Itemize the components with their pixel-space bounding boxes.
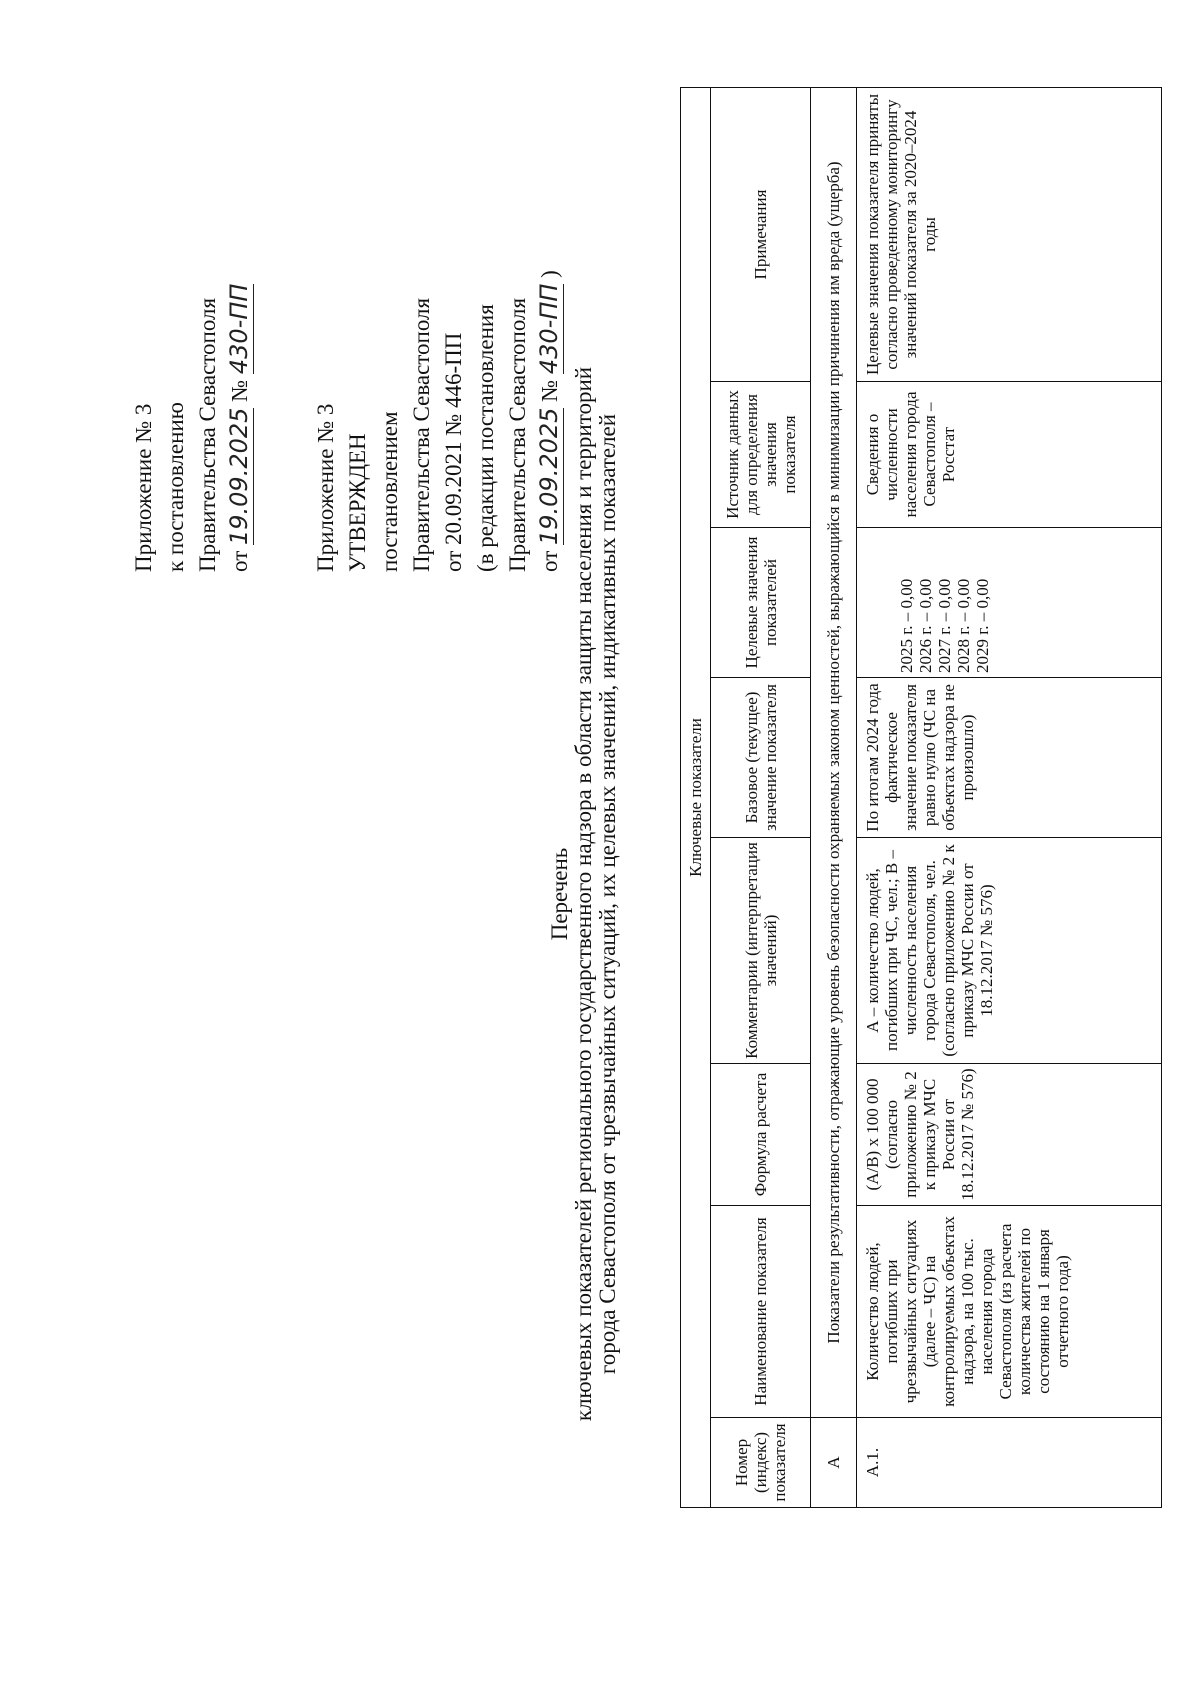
row-targets-cell xyxy=(857,528,1162,678)
close-paren: ) xyxy=(537,270,562,278)
appendix-to-resolution: к постановлению xyxy=(163,402,188,572)
col-header-name: Наименование показателя xyxy=(711,1206,811,1418)
target-value: 2028 г. – 0,00 xyxy=(954,578,973,673)
ot-label: от xyxy=(537,550,562,572)
approved-date: от 20.09.2021 № 446-ПП xyxy=(441,332,466,572)
target-value: 2026 г. – 0,00 xyxy=(916,578,935,673)
approved-label: УТВЕРЖДЕН xyxy=(345,433,370,572)
appendix-label: Приложение № 3 xyxy=(131,403,156,572)
col-header-index: Номер (индекс) показателя xyxy=(711,1418,811,1508)
indicators-table xyxy=(680,87,1162,1508)
col-header-source: Источник данных для определения значения показателя xyxy=(711,382,811,528)
col-header-formula: Формула расчета xyxy=(711,1064,811,1206)
edition-note: (в редакции постановления xyxy=(473,304,498,572)
appendix-date-line xyxy=(224,132,256,572)
approved-government: Правительства Севастополя xyxy=(409,297,434,572)
edition-government: Правительства Севастополя xyxy=(505,297,530,572)
handwritten-number: 430-ПП xyxy=(225,283,253,375)
handwritten-date: 19.09.2025 xyxy=(535,407,563,545)
col-header-targets: Целевые значения показателей xyxy=(711,528,811,678)
group-text-cell: Показатели результативности, отражающие уровень безопасности охраняемых законом ценностей, выражающийся в минимизации причинения им вреда (ущерба) xyxy=(811,88,857,1418)
appendix-government: Правительства Севастополя xyxy=(195,297,220,572)
row-notes-cell: Целевые значения показателя приняты согласно проведенному мониторингу значений показателя за 2020–2024 годы xyxy=(857,88,1162,382)
row-name-cell: Количество людей, погибших при чрезвычайных ситуациях (далее – ЧС) на контролируемых объектах надзора, на 100 тыс. населения города Севастополя (из расчета количества жителей по состоянию на 1 января отчетного года) xyxy=(857,1206,1162,1418)
handwritten-number: 430-ПП xyxy=(535,283,563,375)
target-value: 2025 г. – 0,00 xyxy=(897,578,916,673)
row-source-cell: Сведения о численности населения города Севастополя – Росстат xyxy=(857,382,1162,528)
row-comments-cell: А – количество людей, погибших при ЧС, чел.; В – численность населения города Севастополя, чел. (согласно приложению № 2 к приказу МЧС России от 18.12.2017 № 576) xyxy=(857,838,1162,1064)
document-title xyxy=(548,274,620,1514)
row-formula-cell: (А/В) х 100 000 (согласно приложению № 2 к приказу МЧС России от 18.12.2017 № 576) xyxy=(857,1064,1162,1206)
col-header-comments: Комментарии (интерпретация значений) xyxy=(711,838,811,1064)
row-index-cell: А.1. xyxy=(857,1418,1162,1508)
group-index-cell: А xyxy=(811,1418,857,1508)
approval-header-block xyxy=(310,132,566,572)
section-header-cell: Ключевые показатели xyxy=(681,88,711,1508)
approval-appendix-label: Приложение № 3 xyxy=(313,403,338,572)
col-header-baseline: Базовое (текущее) значение показателя xyxy=(711,678,811,838)
appendix-header-block xyxy=(128,132,256,572)
row-baseline-cell: По итогам 2024 года фактическое значение показателя равно нулю (ЧС на объектах надзора не произошло) xyxy=(857,678,1162,838)
title-heading: Перечень xyxy=(547,847,572,941)
approved-by: постановлением xyxy=(377,411,402,572)
title-line-2: ключевых показателей регионального государственного надзора в области защиты населения и территорий xyxy=(571,366,596,1422)
number-sign: № xyxy=(537,379,562,402)
col-header-notes: Примечания xyxy=(711,88,811,382)
title-line-3: города Севастополя от чрезвычайных ситуаций, их целевых значений, индикативных показателей xyxy=(595,413,620,1375)
handwritten-date: 19.09.2025 xyxy=(225,407,253,545)
target-value: 2027 г. – 0,00 xyxy=(935,578,954,673)
ot-label: от xyxy=(227,550,252,572)
target-value: 2029 г. – 0,00 xyxy=(973,578,992,673)
number-sign: № xyxy=(227,379,252,402)
